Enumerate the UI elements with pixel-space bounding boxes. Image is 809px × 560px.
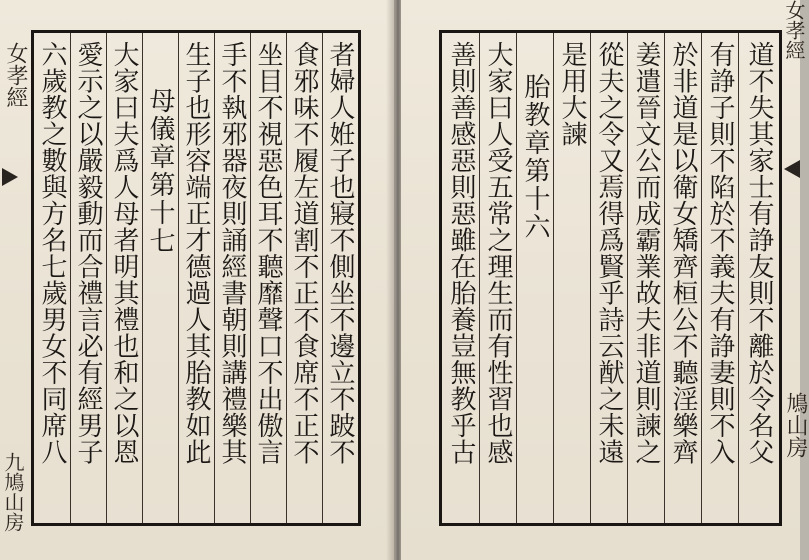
left-text-frame bbox=[31, 30, 361, 526]
left-column-8: 愛示之以嚴毅動而合禮言必有經男子 bbox=[73, 41, 103, 465]
left-column-9: 六歲教之數與方名七歲男女不同席八 bbox=[37, 41, 67, 465]
right-text-frame bbox=[439, 30, 782, 526]
right-column-3: 於非道是以衛女矯齊桓公不聽淫樂齊 bbox=[668, 41, 698, 465]
left-page-tab-marker bbox=[2, 168, 18, 186]
right-margin-title: 女孝經 bbox=[782, 0, 806, 60]
left-column-5: 生子也形容端正才德過人其胎教如此 bbox=[181, 41, 211, 465]
chapter-heading-17: 母儀章第十七 bbox=[145, 87, 175, 255]
left-margin-publisher: 九鳩山房 bbox=[1, 452, 25, 532]
left-margin-title: 女孝經 bbox=[3, 42, 28, 108]
left-page bbox=[0, 0, 394, 560]
right-column-4: 姜遣晉文公而成霸業故夫非道則諫之 bbox=[631, 41, 661, 465]
right-column-5: 從夫之令又焉得爲賢乎詩云猷之未遠 bbox=[594, 41, 624, 465]
left-column-1: 者婦人姙子也寢不側坐不邊立不跛不 bbox=[325, 41, 355, 465]
left-column-4: 手不執邪器夜則誦經書朝則講禮樂其 bbox=[217, 41, 247, 465]
right-column-1: 道不失其家士有諍友則不離於令名父 bbox=[744, 41, 774, 465]
right-column-9: 善則善感惡則惡雖在胎養豈無教乎古 bbox=[446, 41, 476, 465]
right-column-8: 大家曰人受五常之理生而有性習也感 bbox=[483, 41, 513, 465]
left-column-7: 大家曰夫爲人母者明其禮也和之以恩 bbox=[109, 41, 139, 465]
right-column-6: 是用大諫 bbox=[557, 41, 587, 147]
left-column-2: 食邪味不履左道割不正不食席不正不 bbox=[289, 41, 319, 465]
right-page bbox=[401, 0, 808, 560]
right-column-2: 有諍子則不陷於不義夫有諍妻則不入 bbox=[705, 41, 735, 465]
right-page-tab-marker bbox=[784, 160, 800, 178]
left-column-3: 坐目不視惡色耳不聽靡聲口不出傲言 bbox=[253, 41, 283, 465]
right-margin-publisher: 鳩山房 bbox=[783, 392, 808, 458]
chapter-heading-16: 胎教章第十六 bbox=[520, 73, 550, 241]
